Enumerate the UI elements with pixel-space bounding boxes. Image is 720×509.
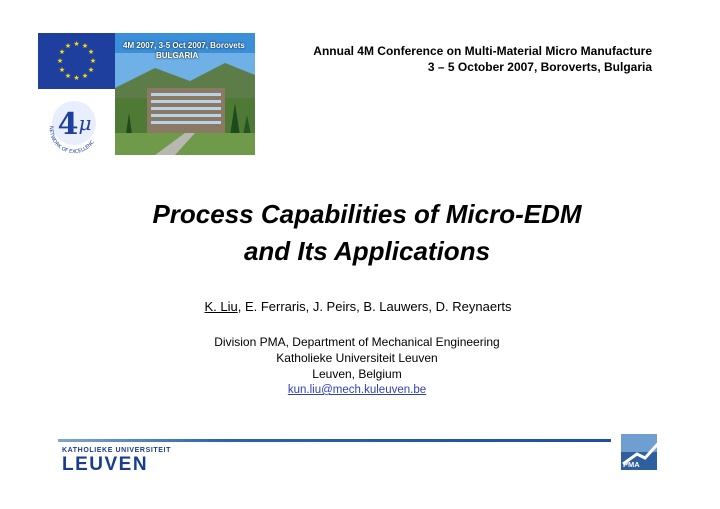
presentation-title-line1: Process Capabilities of Micro-EDM: [152, 199, 582, 229]
banner-caption: [123, 41, 253, 61]
footer-divider: [58, 439, 611, 442]
network-logo-text: NETWORK OF EXCELLENC: [47, 125, 96, 156]
affiliation-location: Leuven, Belgium: [312, 367, 402, 381]
presenting-author: K. Liu: [204, 299, 238, 314]
svg-text:★: ★: [81, 42, 89, 50]
svg-text:★: ★: [73, 40, 80, 48]
svg-text:μ: μ: [78, 111, 92, 135]
eu-stars-icon: [38, 33, 115, 89]
author-list: [0, 299, 716, 315]
network-of-excellence-logo: [38, 90, 115, 156]
svg-text:★: ★: [58, 48, 66, 56]
svg-text:★: ★: [58, 66, 66, 74]
conference-venue-photo: [115, 33, 255, 155]
svg-text:★: ★: [81, 72, 89, 80]
svg-text:★: ★: [87, 66, 95, 74]
svg-text:★: ★: [73, 74, 80, 82]
affiliation-university: Katholieke Universiteit Leuven: [276, 351, 438, 365]
pma-logo-text: PMA: [623, 460, 640, 469]
presentation-title-line2: and Its Applications: [243, 236, 491, 266]
svg-text:★: ★: [89, 57, 97, 65]
conference-dates: 3 – 5 October 2007, Boroverts, Bulgaria: [427, 60, 652, 74]
contact-email-link[interactable]: kun.liu@mech.kuleuven.be: [287, 384, 427, 396]
svg-text:★: ★: [87, 48, 95, 56]
pma-division-logo: [613, 430, 667, 474]
co-authors: , E. Ferraris, J. Peirs, B. Lauwers, D. Reynaerts: [237, 299, 512, 314]
banner-caption-line1: 4M 2007, 3-5 Oct 2007, Borovets: [123, 41, 245, 50]
svg-text:★: ★: [56, 57, 64, 65]
eu-flag-logo: [38, 33, 115, 89]
university-name-big: LEUVEN: [62, 454, 149, 475]
svg-text:4: 4: [57, 107, 79, 142]
university-name-small: KATHOLIEKE UNIVERSITEIT: [62, 447, 171, 454]
banner-caption-line2: BULGARIA: [156, 51, 199, 60]
svg-text:★: ★: [64, 72, 72, 80]
ku-leuven-logo: [62, 447, 171, 475]
svg-text:★: ★: [64, 42, 72, 50]
conference-title: Annual 4M Conference on Multi-Material Micro Manufacture: [313, 44, 652, 58]
affiliation-division: Division PMA, Department of Mechanical Engineering: [214, 335, 500, 349]
